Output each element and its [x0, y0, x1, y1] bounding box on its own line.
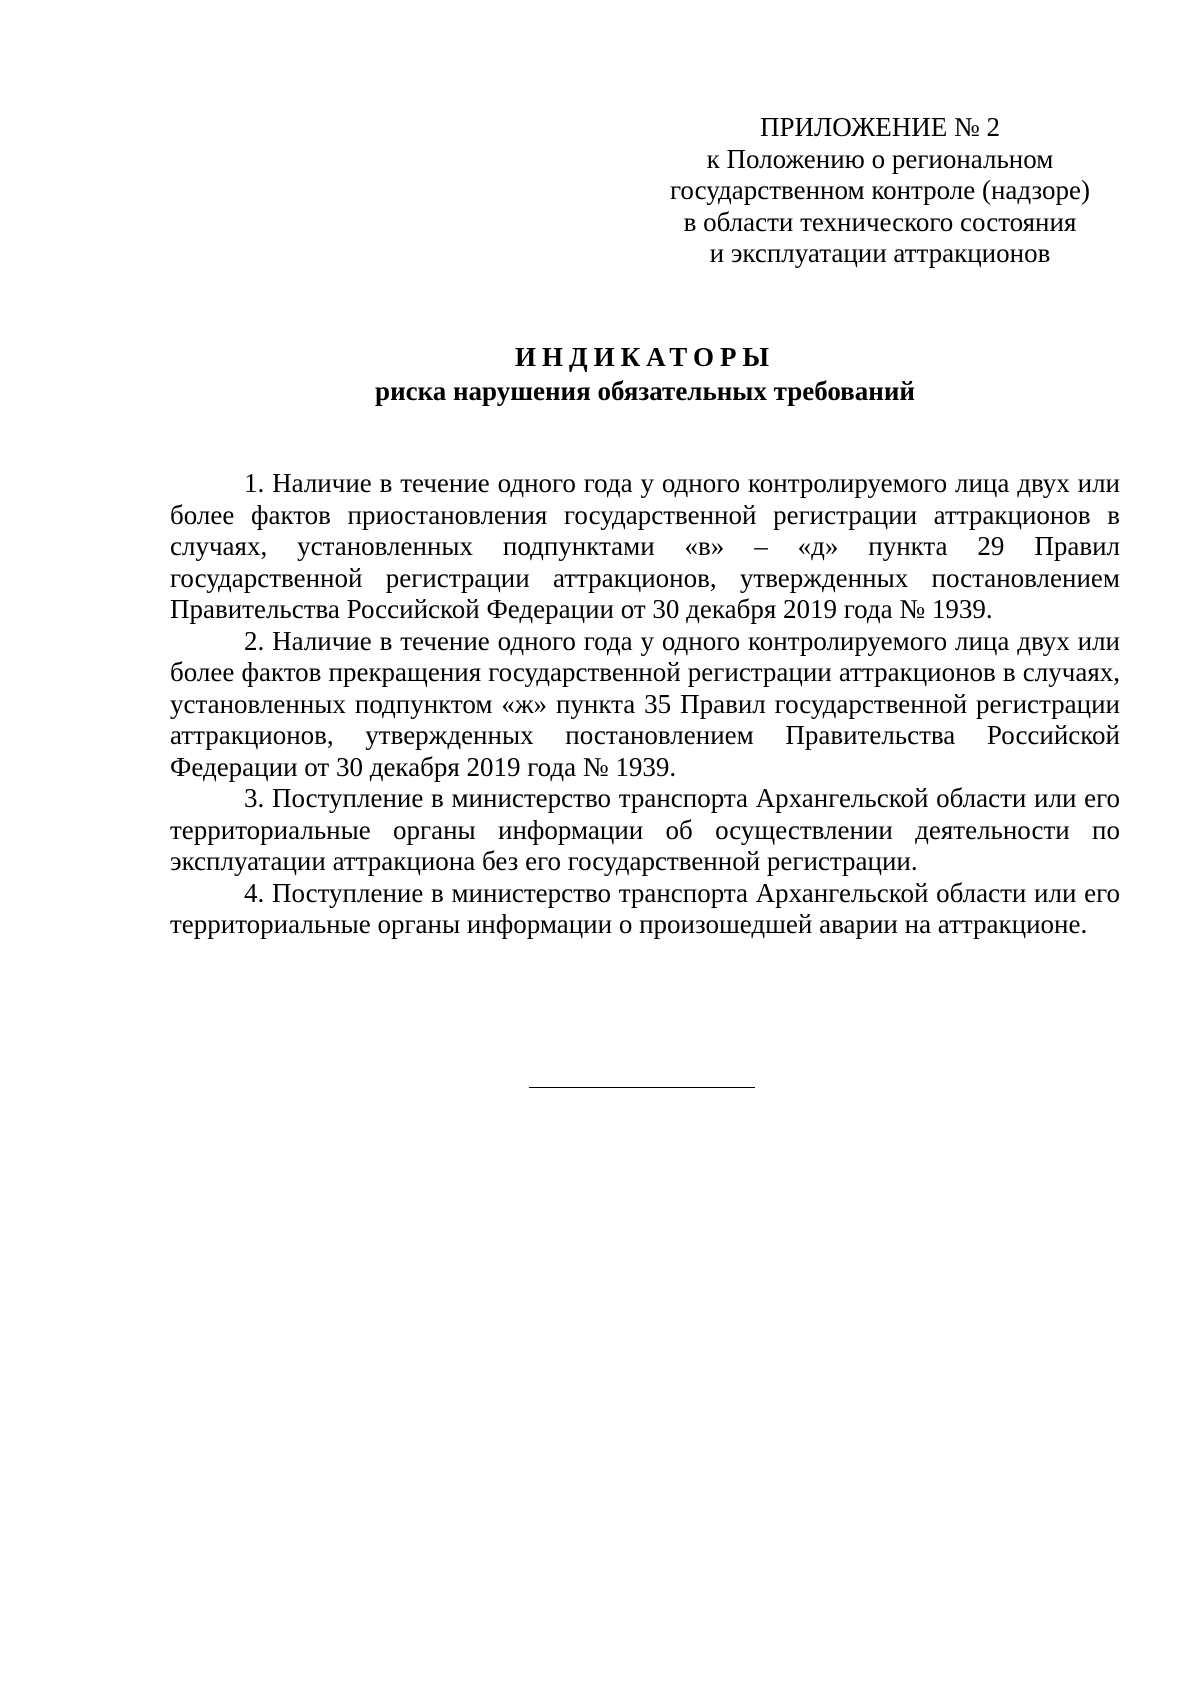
appendix-header — [640, 112, 1120, 270]
appendix-reference-line: и эксплуатации аттракционов — [709, 238, 1051, 268]
document-body — [170, 468, 1120, 941]
appendix-number: ПРИЛОЖЕНИЕ № 2 — [759, 112, 1001, 142]
closing-divider — [529, 1087, 755, 1088]
title-main: ИНДИКАТОРЫ — [515, 342, 775, 372]
title-subtitle: риска нарушения обязательных требований — [375, 376, 915, 406]
appendix-reference-line: в области технического состояния — [683, 206, 1077, 237]
indicator-paragraph-4: 4. Поступление в министерство транспорта Архангельской области или его территориальные органы информации о произошедшей аварии на аттракционе. — [170, 877, 1120, 939]
indicator-paragraph-1: 1. Наличие в течение одного года у одного контролируемого лица двух или более фактов приостановления государственной регистрации аттракционов в случаях, установленных подпунктами «в» – «д» пункта 29 Правил государственной регистрации аттракционов, утвержденных постановлением Правительства Российской Федерации от 30 декабря 2019 года № 1939. — [170, 468, 1120, 624]
indicator-paragraph-3: 3. Поступление в министерство транспорта Архангельской области или его территориальные органы информации об осуществлении деятельности по эксплуатации аттракциона без его государственной регистрации. — [170, 783, 1120, 876]
appendix-reference-line: государственном контроле (надзоре) — [670, 175, 1090, 205]
document-title — [170, 340, 1120, 408]
indicator-paragraph-2: 2. Наличие в течение одного года у одного контролируемого лица двух или более фактов прекращения государственной регистрации аттракционов в случаях, установленных подпунктом «ж» пункта 35 Правил государственной регистрации аттракционов, утвержденных постановлением Правительства Российской Федерации от 30 декабря 2019 года № 1939. — [170, 625, 1120, 782]
appendix-reference-line: к Положению о региональном — [706, 143, 1054, 174]
